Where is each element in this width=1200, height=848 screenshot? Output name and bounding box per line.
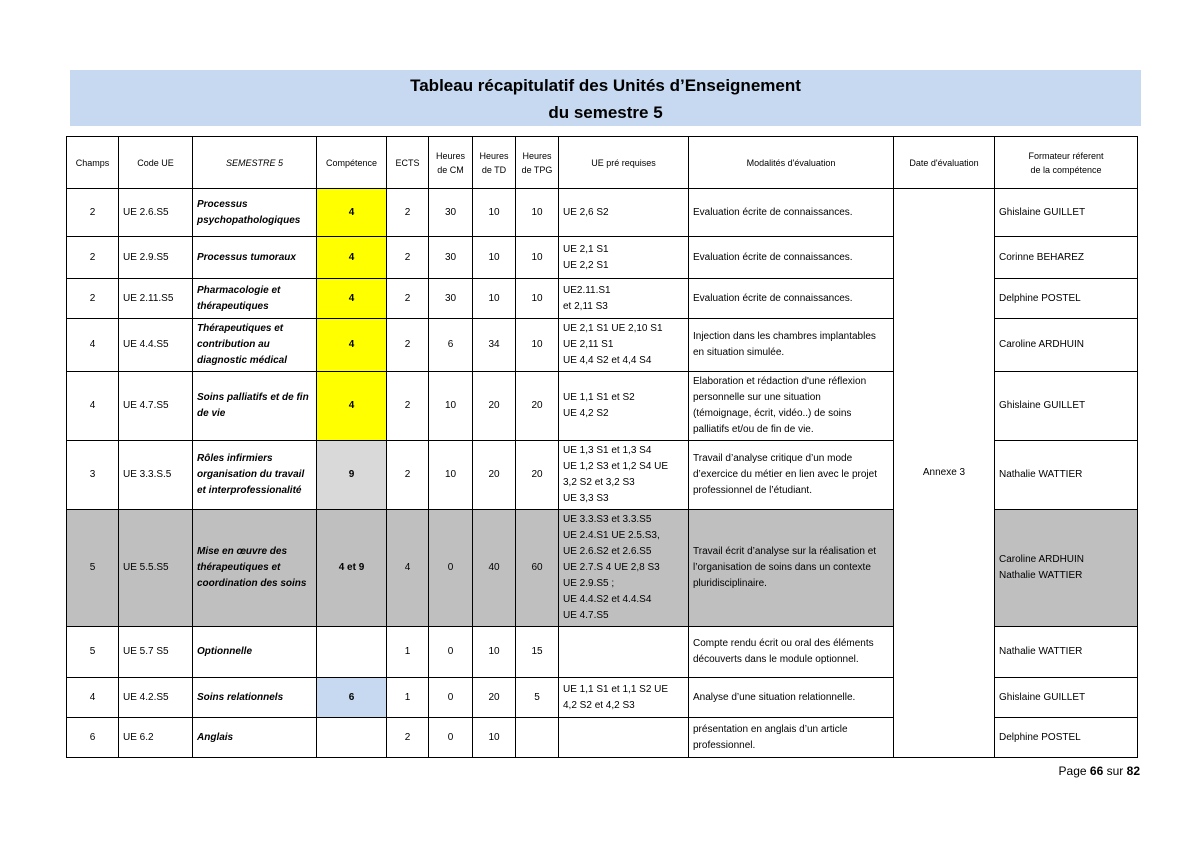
cell-champs: 3 xyxy=(67,441,119,510)
cell-cm: 0 xyxy=(429,627,473,678)
cell-tpg: 10 xyxy=(516,189,559,237)
cell-prereq: UE2.11.S1 et 2,11 S3 xyxy=(559,279,689,319)
cell-tpg: 20 xyxy=(516,372,559,441)
cell-modalites: Travail écrit d’analyse sur la réalisation et l’organisation de soins dans un contexte pluridisciplinaire. xyxy=(689,510,894,627)
cell-prereq xyxy=(559,627,689,678)
cell-champs: 4 xyxy=(67,678,119,718)
header-formateur: Formateur réferent de la compétence xyxy=(995,137,1138,189)
cell-code: UE 6.2 xyxy=(119,718,193,758)
cell-td: 20 xyxy=(473,372,516,441)
cell-ects: 2 xyxy=(387,372,429,441)
cell-modalites: Travail d’analyse critique d’un mode d’exercice du métier en lien avec le projet professionnel de l’étudiant. xyxy=(689,441,894,510)
cell-td: 34 xyxy=(473,319,516,372)
cell-cm: 30 xyxy=(429,237,473,279)
cell-formateur: Caroline ARDHUIN xyxy=(995,319,1138,372)
header-ects: ECTS xyxy=(387,137,429,189)
cell-prereq: UE 1,1 S1 et S2 UE 4,2 S2 xyxy=(559,372,689,441)
cell-formateur: Ghislaine GUILLET xyxy=(995,678,1138,718)
cell-competence: 4 et 9 xyxy=(317,510,387,627)
cell-competence xyxy=(317,627,387,678)
cell-cm: 0 xyxy=(429,718,473,758)
cell-intitule: Pharmacologie et thérapeutiques xyxy=(193,279,317,319)
cell-formateur: Ghislaine GUILLET xyxy=(995,189,1138,237)
cell-code: UE 5.5.S5 xyxy=(119,510,193,627)
page-separator: sur xyxy=(1106,764,1124,778)
cell-cm: 6 xyxy=(429,319,473,372)
cell-code: UE 4.2.S5 xyxy=(119,678,193,718)
cell-formateur: Delphine POSTEL xyxy=(995,718,1138,758)
cell-prereq: UE 2,1 S1 UE 2,10 S1 UE 2,11 S1 UE 4,4 S2 et 4,4 S4 xyxy=(559,319,689,372)
cell-intitule: Rôles infirmiers organisation du travail et interprofessionalité xyxy=(193,441,317,510)
cell-tpg xyxy=(516,718,559,758)
cell-competence: 4 xyxy=(317,279,387,319)
cell-ects: 1 xyxy=(387,627,429,678)
cell-prereq: UE 3.3.S3 et 3.3.S5 UE 2.4.S1 UE 2.5.S3, UE 2.6.S2 et 2.6.S5 UE 2.7.S 4 UE 2,8 S3 UE 2.9.S5 ; UE 4.4.S2 et 4.4.S4 UE 4.7.S5 xyxy=(559,510,689,627)
cell-code: UE 2.9.S5 xyxy=(119,237,193,279)
cell-ects: 1 xyxy=(387,678,429,718)
cell-intitule: Processus tumoraux xyxy=(193,237,317,279)
cell-td: 20 xyxy=(473,678,516,718)
ue-table xyxy=(66,136,1138,758)
cell-prereq: UE 1,3 S1 et 1,3 S4 UE 1,2 S3 et 1,2 S4 UE 3,2 S2 et 3,2 S3 UE 3,3 S3 xyxy=(559,441,689,510)
cell-champs: 6 xyxy=(67,718,119,758)
cell-formateur: Ghislaine GUILLET xyxy=(995,372,1138,441)
cell-champs: 5 xyxy=(67,627,119,678)
cell-prereq: UE 2,1 S1 UE 2,2 S1 xyxy=(559,237,689,279)
header-row xyxy=(67,137,1138,189)
cell-intitule: Optionnelle xyxy=(193,627,317,678)
cell-modalites: présentation en anglais d’un article professionnel. xyxy=(689,718,894,758)
cell-modalites: Analyse d’une situation relationnelle. xyxy=(689,678,894,718)
page-title xyxy=(70,70,1141,126)
cell-competence: 4 xyxy=(317,237,387,279)
cell-intitule: Anglais xyxy=(193,718,317,758)
header-tpg: Heures de TPG xyxy=(516,137,559,189)
cell-cm: 30 xyxy=(429,279,473,319)
cell-champs: 5 xyxy=(67,510,119,627)
cell-cm: 30 xyxy=(429,189,473,237)
cell-cm: 10 xyxy=(429,441,473,510)
cell-code: UE 2.11.S5 xyxy=(119,279,193,319)
cell-modalites: Injection dans les chambres implantables en situation simulée. xyxy=(689,319,894,372)
cell-competence: 4 xyxy=(317,319,387,372)
cell-tpg: 5 xyxy=(516,678,559,718)
header-prereq: UE pré requises xyxy=(559,137,689,189)
header-td: Heures de TD xyxy=(473,137,516,189)
table-row xyxy=(67,189,1138,237)
header-semestre: SEMESTRE 5 xyxy=(193,137,317,189)
header-cm: Heures de CM xyxy=(429,137,473,189)
cell-ects: 2 xyxy=(387,189,429,237)
cell-ects: 2 xyxy=(387,319,429,372)
page-footer xyxy=(1059,764,1140,778)
page-label: Page xyxy=(1058,764,1087,778)
cell-td: 40 xyxy=(473,510,516,627)
cell-td: 20 xyxy=(473,441,516,510)
cell-ects: 2 xyxy=(387,279,429,319)
cell-modalites: Evaluation écrite de connaissances. xyxy=(689,279,894,319)
cell-competence: 4 xyxy=(317,372,387,441)
cell-competence xyxy=(317,718,387,758)
cell-champs: 4 xyxy=(67,319,119,372)
cell-cm: 0 xyxy=(429,510,473,627)
cell-formateur: Nathalie WATTIER xyxy=(995,627,1138,678)
cell-tpg: 60 xyxy=(516,510,559,627)
header-modalites: Modalités d'évaluation xyxy=(689,137,894,189)
cell-competence: 9 xyxy=(317,441,387,510)
page-total: 82 xyxy=(1126,764,1140,778)
cell-tpg: 15 xyxy=(516,627,559,678)
cell-intitule: Soins palliatifs et de fin de vie xyxy=(193,372,317,441)
cell-champs: 4 xyxy=(67,372,119,441)
header-champs: Champs xyxy=(67,137,119,189)
cell-tpg: 10 xyxy=(516,279,559,319)
cell-competence: 4 xyxy=(317,189,387,237)
cell-prereq: UE 2,6 S2 xyxy=(559,189,689,237)
cell-formateur: Nathalie WATTIER xyxy=(995,441,1138,510)
cell-ects: 2 xyxy=(387,441,429,510)
cell-code: UE 4.4.S5 xyxy=(119,319,193,372)
cell-td: 10 xyxy=(473,718,516,758)
title-line-1: Tableau récapitulatif des Unités d’Enseignement xyxy=(410,76,801,95)
cell-intitule: Thérapeutiques et contribution au diagnostic médical xyxy=(193,319,317,372)
cell-date-evaluation: Annexe 3 xyxy=(894,189,995,758)
page-number: 66 xyxy=(1089,764,1104,778)
cell-formateur: Caroline ARDHUIN Nathalie WATTIER xyxy=(995,510,1138,627)
header-date: Date d'évaluation xyxy=(894,137,995,189)
header-code: Code UE xyxy=(119,137,193,189)
cell-competence: 6 xyxy=(317,678,387,718)
cell-intitule: Mise en œuvre des thérapeutiques et coordination des soins xyxy=(193,510,317,627)
cell-prereq xyxy=(559,718,689,758)
cell-champs: 2 xyxy=(67,189,119,237)
cell-modalites: Evaluation écrite de connaissances. xyxy=(689,237,894,279)
cell-tpg: 10 xyxy=(516,319,559,372)
cell-ects: 4 xyxy=(387,510,429,627)
cell-tpg: 10 xyxy=(516,237,559,279)
cell-cm: 0 xyxy=(429,678,473,718)
cell-td: 10 xyxy=(473,279,516,319)
cell-intitule: Processus psychopathologiques xyxy=(193,189,317,237)
cell-code: UE 5.7 S5 xyxy=(119,627,193,678)
cell-ects: 2 xyxy=(387,237,429,279)
cell-code: UE 2.6.S5 xyxy=(119,189,193,237)
cell-td: 10 xyxy=(473,627,516,678)
cell-ects: 2 xyxy=(387,718,429,758)
cell-champs: 2 xyxy=(67,279,119,319)
cell-formateur: Delphine POSTEL xyxy=(995,279,1138,319)
title-line-2: du semestre 5 xyxy=(548,103,663,122)
cell-td: 10 xyxy=(473,189,516,237)
cell-modalites: Compte rendu écrit ou oral des éléments découverts dans le module optionnel. xyxy=(689,627,894,678)
cell-modalites: Elaboration et rédaction d'une réflexion personnelle sur une situation (témoignage, écrit, vidéo..) de soins palliatifs et/ou de fin de vie. xyxy=(689,372,894,441)
cell-modalites: Evaluation écrite de connaissances. xyxy=(689,189,894,237)
cell-cm: 10 xyxy=(429,372,473,441)
cell-formateur: Corinne BEHAREZ xyxy=(995,237,1138,279)
cell-code: UE 4.7.S5 xyxy=(119,372,193,441)
cell-champs: 2 xyxy=(67,237,119,279)
header-competence: Compétence xyxy=(317,137,387,189)
cell-code: UE 3.3.S.5 xyxy=(119,441,193,510)
cell-tpg: 20 xyxy=(516,441,559,510)
cell-td: 10 xyxy=(473,237,516,279)
cell-intitule: Soins relationnels xyxy=(193,678,317,718)
cell-prereq: UE 1,1 S1 et 1,1 S2 UE 4,2 S2 et 4,2 S3 xyxy=(559,678,689,718)
